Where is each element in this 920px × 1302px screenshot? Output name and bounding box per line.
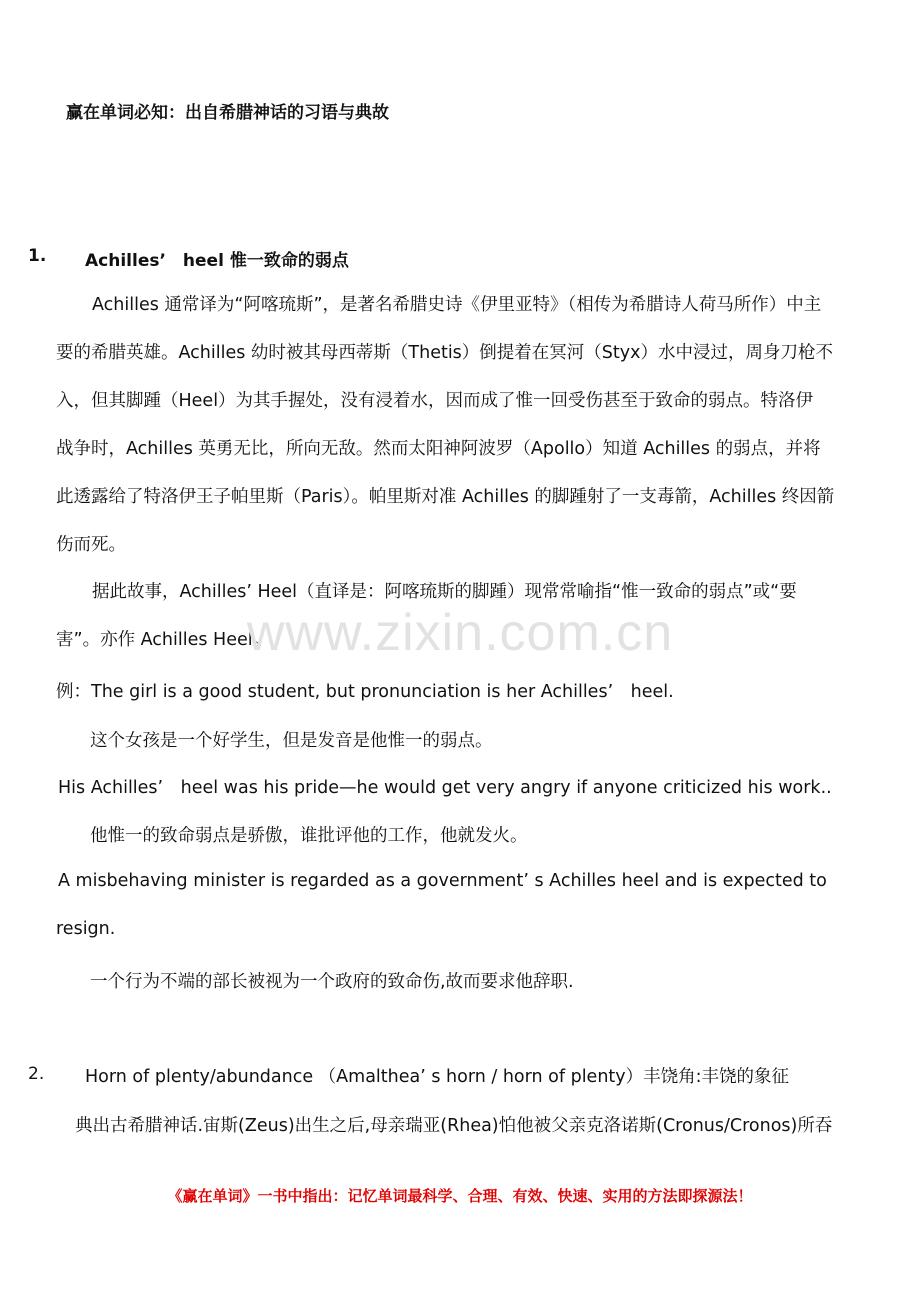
section-1-number: 1. [28,246,47,266]
para1-line-4: 战争时，Achilles 英勇无比，所向无敌。然而太阳神阿波罗（Apollo）知道 Achilles 的弱点，并将 [56,439,821,459]
example-1-english: 例：The girl is a good student, but pronunciation is her Achilles’ heel. [56,682,674,702]
para1-line-6: 伤而死。 [56,535,126,555]
document-title: 赢在单词必知：出自希腊神话的习语与典故 [66,103,389,123]
section-1-heading: Achilles’ heel 惟一致命的弱点 [85,251,349,271]
example-3-english-line-1: A misbehaving minister is regarded as a government’ s Achilles heel and is expected to [58,871,827,891]
para2-line-1: 据此故事，Achilles’ Heel（直译是：阿喀琉斯的脚踵）现常常喻指“惟一致命的弱点”或“要 [92,582,797,602]
example-3-chinese: 一个行为不端的部长被视为一个政府的致命伤,故而要求他辞职. [90,972,574,992]
watermark: www.zixin.com.cn [246,604,674,662]
para1-line-5: 此透露给了特洛伊王子帕里斯（Paris）。帕里斯对准 Achilles 的脚踵射了一支毒箭，Achilles 终因箭 [56,487,835,507]
para2-line-2: 害”。亦作 Achilles Heel。 [56,630,271,650]
footer-note: 《赢在单词》一书中指出：记忆单词最科学、合理、有效、快速、实用的方法即探源法！ [167,1187,753,1205]
example-1-chinese: 这个女孩是一个好学生，但是发音是他惟一的弱点。 [90,731,493,751]
example-2-english: His Achilles’ heel was his pride—he would get very angry if anyone criticized his work.. [58,778,832,798]
section-2-heading: Horn of plenty/abundance （Amalthea’ s horn / horn of plenty）丰饶角:丰饶的象征 [85,1067,790,1087]
section-1-paragraph-1 [56,281,876,569]
example-2-chinese: 他惟一的致命弱点是骄傲，谁批评他的工作，他就发火。 [90,826,528,846]
example-3-english-line-2: resign. [56,919,116,939]
para1-line-3: 入，但其脚踵（Heel）为其手握处，没有浸着水，因而成了惟一回受伤甚至于致命的弱点。特洛伊 [56,391,814,411]
section-2-number: 2. [28,1064,45,1084]
para1-line-1: Achilles 通常译为“阿喀琉斯”，是著名希腊史诗《伊里亚特》（相传为希腊诗人荷马所作）中主 [92,295,822,315]
para1-line-2: 要的希腊英雄。Achilles 幼时被其母西蒂斯（Thetis）倒提着在冥河（Styx）水中浸过，周身刀枪不 [56,343,833,363]
section-2-paragraph-line-1: 典出古希腊神话.宙斯(Zeus)出生之后,母亲瑞亚(Rhea)怕他被父亲克洛诺斯(Cronus/Cronos)所吞 [75,1116,833,1136]
